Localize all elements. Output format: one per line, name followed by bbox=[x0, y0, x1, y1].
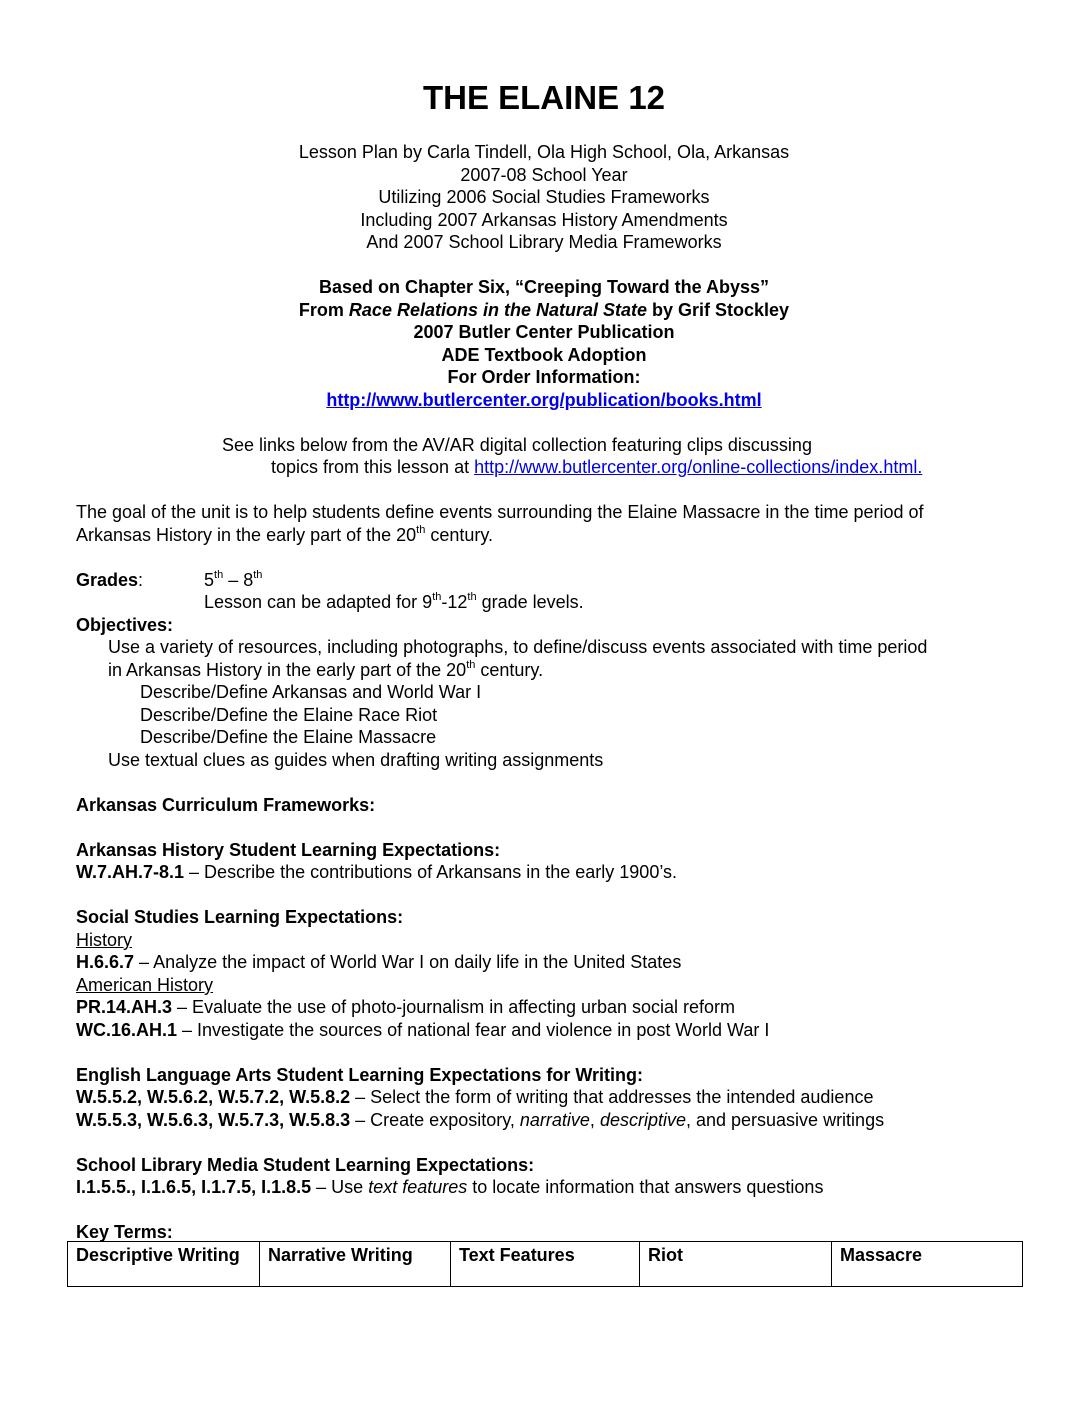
grades-label bbox=[76, 569, 143, 591]
sle-text: – Create expository, bbox=[350, 1110, 520, 1130]
grades-colon: : bbox=[138, 570, 144, 590]
key-terms-table bbox=[67, 1241, 1023, 1287]
sle-emphasis: narrative bbox=[519, 1110, 590, 1130]
objective-item-cont bbox=[108, 659, 543, 681]
key-term-cell: Text Features bbox=[451, 1242, 640, 1287]
publisher-line: 2007 Butler Center Publication bbox=[413, 322, 675, 342]
adapt-text: grade levels. bbox=[476, 592, 584, 612]
sle-emphasis: descriptive bbox=[599, 1110, 686, 1130]
ah-sle-heading: Arkansas History Student Learning Expectations: bbox=[76, 840, 501, 860]
objective-text: century. bbox=[475, 660, 544, 680]
ss-sle-item bbox=[76, 1019, 769, 1041]
superscript: th bbox=[253, 569, 263, 581]
sle-code: H.6.6.7 bbox=[76, 952, 135, 972]
ela-sle-item bbox=[76, 1109, 884, 1131]
based-on-author: by Grif Stockley bbox=[647, 300, 790, 320]
sle-text: , bbox=[589, 1110, 600, 1130]
adapt-text: -12 bbox=[441, 592, 468, 612]
book-title: Race Relations in the Natural State bbox=[348, 300, 648, 320]
ela-sle-heading: English Language Arts Student Learning Expectations for Writing: bbox=[76, 1065, 644, 1085]
collections-link[interactable]: http://www.butlercenter.org/online-collections/index.html. bbox=[474, 457, 923, 477]
adoption-line: ADE Textbook Adoption bbox=[441, 345, 647, 365]
header-line: Including 2007 Arkansas History Amendments bbox=[360, 210, 728, 230]
see-links-line2 bbox=[271, 456, 922, 478]
sle-text: – Describe the contributions of Arkansans in the early 1900’s. bbox=[184, 862, 677, 882]
key-term-cell: Narrative Writing bbox=[260, 1242, 451, 1287]
goal-line2 bbox=[76, 524, 493, 546]
order-info-link[interactable]: http://www.butlercenter.org/publication/books.html bbox=[326, 390, 762, 410]
header-line: And 2007 School Library Media Frameworks bbox=[366, 232, 722, 252]
see-links-line1: See links below from the AV/AR digital collection featuring clips discussing bbox=[222, 435, 812, 455]
superscript: th bbox=[416, 524, 426, 536]
ss-sle-item bbox=[76, 951, 681, 973]
grades-value bbox=[204, 569, 262, 591]
key-terms-row bbox=[68, 1242, 1023, 1287]
adapt-text: Lesson can be adapted for 9 bbox=[204, 592, 433, 612]
sle-code: W.7.AH.7-8.1 bbox=[76, 862, 185, 882]
sle-code: I.1.5.5., I.1.6.5, I.1.7.5, I.1.8.5 bbox=[76, 1177, 312, 1197]
ss-subheading-history: History bbox=[76, 930, 133, 950]
header-line: 2007-08 School Year bbox=[460, 165, 628, 185]
superscript: th bbox=[432, 591, 442, 603]
objective-item: Use a variety of resources, including photographs, to define/discuss events associated with time period bbox=[108, 637, 928, 657]
objective-subitem: Describe/Define the Elaine Race Riot bbox=[140, 705, 438, 725]
sle-text: – Analyze the impact of World War I on daily life in the United States bbox=[134, 952, 682, 972]
header-line: Utilizing 2006 Social Studies Frameworks bbox=[378, 187, 710, 207]
key-term-cell: Riot bbox=[640, 1242, 832, 1287]
superscript: th bbox=[466, 659, 476, 671]
order-info-label: For Order Information: bbox=[447, 367, 641, 387]
based-on-chapter: Based on Chapter Six, “Creeping Toward the Abyss” bbox=[318, 277, 770, 297]
key-term-cell: Massacre bbox=[832, 1242, 1023, 1287]
objective-subitem: Describe/Define Arkansas and World War I bbox=[140, 682, 482, 702]
page-title: THE ELAINE 12 bbox=[422, 79, 666, 116]
goal-text: century. bbox=[425, 525, 494, 545]
goal-line1: The goal of the unit is to help students define events surrounding the Elaine Massacre in the time period of bbox=[76, 502, 924, 522]
sle-text: – Select the form of writing that addresses the intended audience bbox=[350, 1087, 874, 1107]
based-on-prefix: From bbox=[298, 300, 349, 320]
grades-label-text: Grades bbox=[76, 570, 139, 590]
sle-text: – Use bbox=[311, 1177, 369, 1197]
sle-code: PR.14.AH.3 bbox=[76, 997, 173, 1017]
ah-sle-item bbox=[76, 861, 677, 883]
based-on-book bbox=[0, 299, 1088, 321]
objective-subitem: Describe/Define the Elaine Massacre bbox=[140, 727, 437, 747]
see-links-prefix: topics from this lesson at bbox=[271, 457, 475, 477]
sle-text: – Investigate the sources of national fear and violence in post World War I bbox=[177, 1020, 770, 1040]
superscript: th bbox=[467, 591, 477, 603]
grade-start: 5 bbox=[204, 570, 215, 590]
goal-text: Arkansas History in the early part of the 20 bbox=[76, 525, 417, 545]
ss-sle-item bbox=[76, 996, 735, 1018]
ss-subheading-american-history: American History bbox=[76, 975, 214, 995]
sle-text: – Evaluate the use of photo-journalism in affecting urban social reform bbox=[172, 997, 736, 1017]
header-line: Lesson Plan by Carla Tindell, Ola High School, Ola, Arkansas bbox=[298, 142, 790, 162]
ela-sle-item bbox=[76, 1086, 873, 1108]
objectives-heading: Objectives: bbox=[76, 615, 174, 635]
objective-item: Use textual clues as guides when drafting writing assignments bbox=[108, 750, 604, 770]
grade-end: – 8 bbox=[223, 570, 254, 590]
sle-code: W.5.5.3, W.5.6.3, W.5.7.3, W.5.8.3 bbox=[76, 1110, 351, 1130]
sle-text: , and persuasive writings bbox=[685, 1110, 885, 1130]
sle-emphasis: text features bbox=[368, 1177, 468, 1197]
grades-adapt bbox=[204, 591, 584, 613]
slm-sle-heading: School Library Media Student Learning Expectations: bbox=[76, 1155, 535, 1175]
sle-code: WC.16.AH.1 bbox=[76, 1020, 178, 1040]
sle-text: to locate information that answers questions bbox=[467, 1177, 824, 1197]
key-terms-heading: Key Terms: bbox=[76, 1222, 173, 1242]
ss-sle-heading: Social Studies Learning Expectations: bbox=[76, 907, 404, 927]
superscript: th bbox=[214, 569, 224, 581]
sle-code: W.5.5.2, W.5.6.2, W.5.7.2, W.5.8.2 bbox=[76, 1087, 351, 1107]
key-term-cell: Descriptive Writing bbox=[68, 1242, 260, 1287]
objective-text: in Arkansas History in the early part of the 20 bbox=[108, 660, 467, 680]
slm-sle-item bbox=[76, 1176, 823, 1198]
frameworks-heading: Arkansas Curriculum Frameworks: bbox=[76, 795, 376, 815]
